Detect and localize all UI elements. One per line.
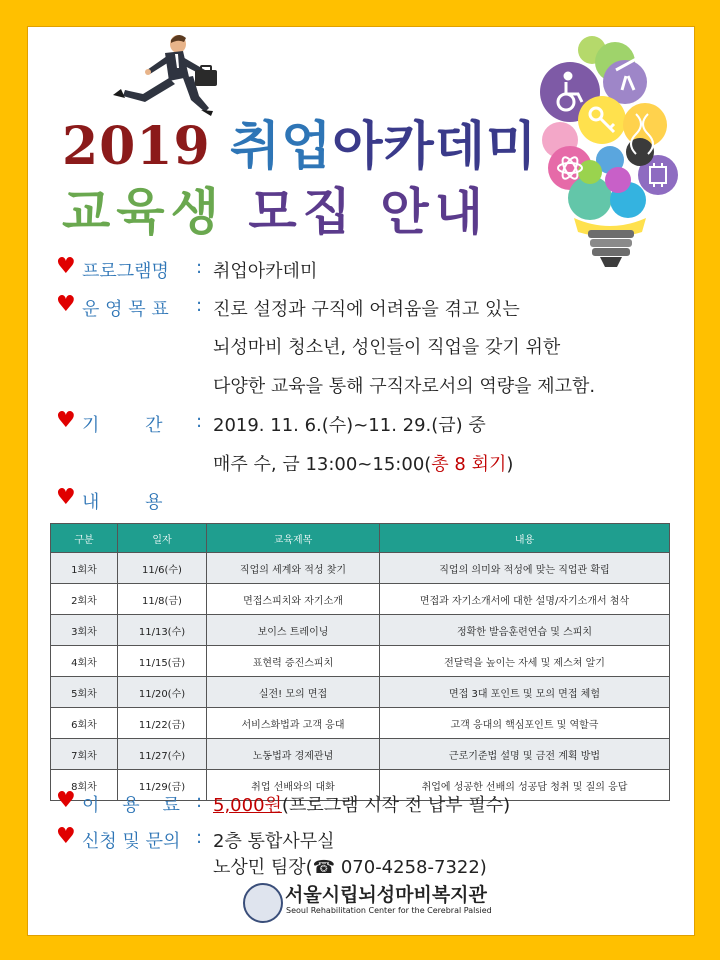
cell-title: 서비스화법과 고객 응대 (207, 708, 380, 739)
cell-session: 7회차 (51, 739, 118, 770)
period-line-2 (213, 450, 513, 476)
title-highlight: 취업 (229, 116, 333, 177)
cell-session: 8회차 (51, 770, 118, 801)
contact-person (213, 853, 487, 879)
goal-label: 운 영 목 표 (82, 299, 169, 320)
heart-icon: ♥ (56, 292, 76, 317)
contact-phone: 070-4258-7322) (335, 857, 487, 878)
cell-content: 전달력을 높이는 자세 및 제스쳐 알기 (380, 646, 670, 677)
heart-icon: ♥ (56, 485, 76, 510)
header-session: 구분 (51, 524, 118, 553)
period-sessions: 총 8 회기 (431, 454, 507, 475)
cell-content: 취업에 성공한 선배의 성공담 청취 및 질의 응답 (380, 770, 670, 801)
cell-session: 5회차 (51, 677, 118, 708)
contact-office: 2층 통합사무실 (213, 831, 335, 852)
lightbulb-icon (530, 30, 690, 270)
heart-icon: ♥ (56, 254, 76, 279)
fee-amount: 5,000원 (213, 795, 282, 816)
heart-icon: ♥ (56, 824, 76, 849)
period-line-1: 2019. 11. 6.(수)~11. 29.(금) 중 (213, 415, 486, 436)
org-name-ko: 서울시립뇌성마비복지관 (285, 884, 487, 906)
cell-title: 취업 선배와의 대화 (207, 770, 380, 801)
title-line-1 (62, 104, 537, 179)
title-rest: 아카데미 (332, 116, 538, 177)
program-label: 프로그램명 (82, 261, 169, 282)
table-row (51, 615, 670, 646)
colon: : (196, 257, 203, 278)
table-row (51, 739, 670, 770)
cell-content: 면접과 자기소개서에 대한 설명/자기소개서 첨삭 (380, 584, 670, 615)
contact-label: 신청 및 문의 (82, 831, 181, 852)
goal-line-3: 다양한 교육을 통해 구직자로서의 역량을 제고함. (213, 376, 596, 397)
cell-session: 4회차 (51, 646, 118, 677)
table-row (51, 708, 670, 739)
cell-title: 노동법과 경제관념 (207, 739, 380, 770)
heart-icon: ♥ (56, 408, 76, 433)
cell-session: 2회차 (51, 584, 118, 615)
colon: : (196, 791, 203, 812)
program-value: 취업아카데미 (213, 261, 318, 282)
cell-title: 보이스 트레이닝 (207, 615, 380, 646)
schedule-table (50, 523, 670, 801)
cell-title: 면접스피치와 자기소개 (207, 584, 380, 615)
table-row (51, 677, 670, 708)
title-notice-word: 모집 안내 (224, 183, 489, 241)
cell-content: 근로기준법 설명 및 금전 계획 방법 (380, 739, 670, 770)
cell-date: 11/29(금) (118, 770, 207, 801)
cell-date: 11/15(금) (118, 646, 207, 677)
table-row (51, 646, 670, 677)
goal-line-1: 진로 설정과 구직에 어려움을 겪고 있는 (213, 299, 520, 320)
period-label: 기 간 (82, 415, 163, 436)
contact-name: 노상민 팀장( (213, 857, 313, 878)
cell-date: 11/20(수) (118, 677, 207, 708)
header-date: 일자 (118, 524, 207, 553)
table-row (51, 553, 670, 584)
colon: : (196, 411, 203, 432)
cell-date: 11/22(금) (118, 708, 207, 739)
header-title: 교육제목 (207, 524, 380, 553)
period-paren: ) (506, 454, 514, 475)
cell-title: 실전! 모의 면접 (207, 677, 380, 708)
cell-date: 11/27(수) (118, 739, 207, 770)
table-header-row (51, 524, 670, 553)
cell-content: 정확한 발음훈련연습 및 스피치 (380, 615, 670, 646)
title-recruit-word: 교육생 (62, 183, 225, 241)
fee-note: (프로그램 시작 전 납부 필수) (281, 795, 511, 816)
cell-content: 직업의 의미와 적성에 맞는 직업관 확립 (380, 553, 670, 584)
colon: : (196, 295, 203, 316)
table-row (51, 584, 670, 615)
cell-content: 면접 3대 포인트 및 모의 면접 체험 (380, 677, 670, 708)
period-time: 매주 수, 금 13:00~15:00( (213, 454, 432, 475)
title-line-2 (62, 172, 489, 244)
fee-value (213, 791, 510, 817)
cell-title: 직업의 세계와 적성 찾기 (207, 553, 380, 584)
org-logo (243, 883, 283, 923)
fee-label: 이 용 료 (82, 795, 180, 816)
cell-content: 고객 응대의 핵심포인트 및 역할극 (380, 708, 670, 739)
header-content: 내용 (380, 524, 670, 553)
cell-title: 표현력 증진스피치 (207, 646, 380, 677)
cell-session: 1회차 (51, 553, 118, 584)
cell-date: 11/8(금) (118, 584, 207, 615)
heart-icon: ♥ (56, 788, 76, 813)
cell-session: 6회차 (51, 708, 118, 739)
goal-line-2: 뇌성마비 청소년, 성인들이 직업을 갖기 위한 (213, 337, 561, 358)
cell-date: 11/13(수) (118, 615, 207, 646)
cell-session: 3회차 (51, 615, 118, 646)
content-label: 내 용 (82, 492, 163, 513)
org-name-en: Seoul Rehabilitation Center for the Cerebral Palsied (286, 906, 492, 915)
colon: : (196, 827, 203, 848)
title-year: 2019 (62, 116, 211, 177)
phone-icon: ☎ (312, 857, 336, 878)
cell-date: 11/6(수) (118, 553, 207, 584)
